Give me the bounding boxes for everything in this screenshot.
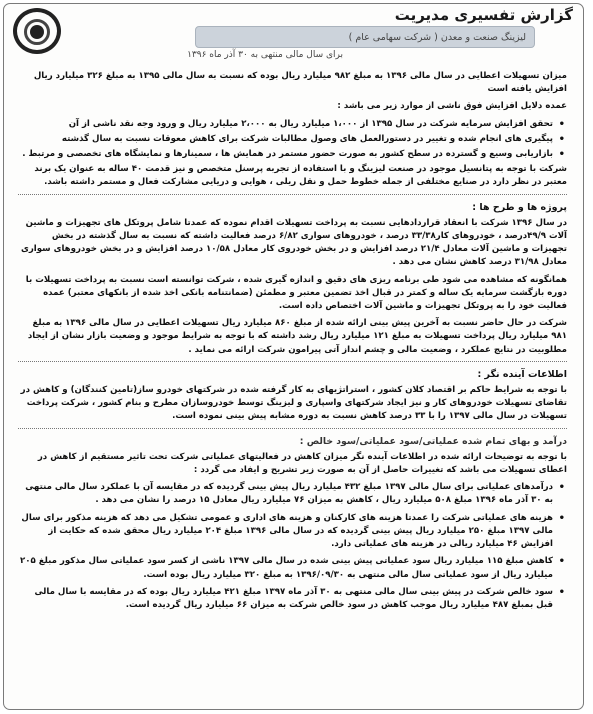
intro-section: [18, 70, 567, 190]
logo-core: [30, 25, 44, 39]
future-heading: اطلاعات آینده نگر :: [477, 368, 567, 380]
report-body: [18, 70, 567, 616]
income-bullet-3: • کاهش مبلغ ۱۱۵ میلیارد ریال سود عملیاتی پیش بینی شده در سال مالی ۱۳۹۷ ناشی از کسر سود عملیاتی سال مذکور مبلغ ۲۰۵ میلیارد ریال از سود عملیاتی سال مالی منتهی به ۱۳۹۶/۰۹/۳۰ به مبلغ ۳۲۰ میلیارد ریال بوده است.: [18, 555, 553, 581]
income-bullet-4: • سود خالص شرکت در پیش بینی سال مالی منتهی به ۳۰ آذر ماه ۱۳۹۷ مبلغ ۴۲۱ میلیارد ریال بوده که در مقایسه با سال مالی قبل بمبلغ ۴۸۷ میلیارد ریال موجب کاهش در سود خالص شرکت به میزان ۶۶ میلیارد ریال گردیده است.: [18, 586, 553, 612]
income-bullet-list: [18, 481, 567, 612]
intro-bullet-list: [18, 118, 567, 162]
income-heading: درآمد و بهای تمام شده عملیاتی/سود عملیاتی/سود خالص :: [299, 435, 567, 447]
projects-paragraph-1: در سال ۱۳۹۶ شرکت با انعقاد قراردادهایی نسبت به پرداخت تسهیلات اقدام نموده که عمدتا شامل پروتکل های تجهیزات و ماشین آلات ۴۹/۹درصد ، خودروهای کار۳۳/۳۸ درصد ، خودروهای سواری ۶/۸۲ درصد فعالیت داشته که نسبت به سال گذشته در بخش تجهیزات و ماشین آلات معادل ۲۱/۴ درصد افزایش و در بخش خودروی کار معادل ۱۰/۵۸ درصد افزایش و در بخش خودروهای سواری معادل ۳۱/۹۸ درصد کاهش نشان می دهد .: [20, 217, 567, 268]
intro-paragraph-1: میزان تسهیلات اعطایی در سال مالی ۱۳۹۶ به مبلغ ۹۸۲ میلیارد ریال بوده که نسبت به سال مالی ۱۳۹۵ به مبلغ ۳۲۶ میلیارد ریال افزایش یافته است: [33, 71, 567, 95]
report-header: [4, 4, 583, 66]
projects-paragraph-2: همانگونه که مشاهده می شود طی برنامه ریزی های دقیق و اندازه گیری شده ، شرکت توانسته است نسبت به پرداخت تسهیلات با دوره بازگشت سرمایه یک ساله و کمتر در قبال اخذ تضمین معتبر و مطمئن (ضمانتنامه بانکی اخذ شده از بانکهای معتبر) عمده فعالیت خود را به پروتکل تجهیزات و ماشین آلات اختصاص داده است.: [25, 274, 567, 312]
company-logo: [13, 8, 61, 54]
company-name: لیزینگ صنعت و معدن ( شرکت سهامی عام ): [195, 26, 535, 48]
projects-section: [18, 201, 567, 357]
report-title: گزارش تفسیری مدیریت: [394, 6, 573, 24]
report-period: برای سال مالی منتهی به ۳۰ آذر ماه ۱۳۹۶: [187, 50, 343, 60]
section-divider: [18, 361, 567, 362]
income-paragraph: با توجه به توضیحات ارائه شده در اطلاعات آینده نگر میزان کاهش در فعالیتهای عملیاتی شرکت تحت تاثیر مستقیم از کاهش در اعطای تسهیلات می باشد که تغییرات حاصل از آن به صورت زیر تشریح و ایفاد می گردد :: [37, 451, 567, 476]
income-bullet-1: • درآمدهای عملیاتی برای سال مالی ۱۳۹۷ مبلغ ۴۳۲ میلیارد ریال پیش بینی گردیده که در مقایسه آن با عملکرد سال مالی منتهی به ۳۰ آذر ماه ۱۳۹۶ مبلغ ۵۰۸ میلیارد ریال ، کاهش به میزان ۷۶ میلیارد ریال معادل ۱۵ درصد را نشان می دهد .: [18, 481, 553, 507]
section-divider: [18, 194, 567, 195]
future-section: [18, 368, 567, 424]
report-page: [3, 3, 584, 710]
projects-heading: پروژه ها و طرح ها :: [472, 201, 567, 213]
income-section: [18, 435, 567, 612]
future-paragraph: با توجه به شرایط حاکم بر اقتصاد کلان کشور ، استراتژیهای به کار گرفته شده در شرکتهای خودرو ساز(تامین کنندگان) و کاهش در تقاضای تسهیلات خودروهای کار و نیز ایجاد شرکتهای واسپاری و لیزینگ توسط خودروسازان مطرح و بنام کشور ، شرکت پرداخت تسهیلات در سال مالی ۱۳۹۷ را با ۳۳ درصد کاهش نسبت به دوره مشابه پیش بینی نموده است.: [20, 385, 567, 422]
intro-bullet-2: • پیگیری های انجام شده و تغییر در دستورالعمل های وصول مطالبات شرکت برای کاهش معوقات نسبت به سال گذشته: [18, 133, 553, 146]
section-divider: [18, 428, 567, 429]
projects-paragraph-3: شرکت در حال حاضر نسبت به آخرین پیش بینی ارائه شده از مبلغ ۸۶۰ میلیارد ریال تسهیلات اعطایی در سال مالی ۱۳۹۶ به مبلغ ۹۸۱ میلیارد ریال پرداخت تسهیلات به مبلغ ۱۲۱ میلیارد ریال رشد داشته که با توجه به شرایط موجود و وضعیت بازار نشان از ایجاد مطلوبیت در نتایج عملکرد ، وضعیت مالی و چشم انداز آتی پیرامون شرکت ارائه می نماید .: [27, 318, 567, 355]
intro-bullet-1: • تحقق افزایش سرمایه شرکت در سال ۱۳۹۵ از ۱،۰۰۰ میلیارد ریال به ۲،۰۰۰ میلیارد ریال و ورود وجه نقد ناشی از آن: [18, 118, 553, 131]
intro-paragraph-2: عمده دلایل افزایش فوق ناشی از موارد زیر می باشد :: [337, 101, 567, 112]
income-bullet-2: • هزینه های عملیاتی شرکت را عمدتا هزینه های کارکنان و هزینه های اداری و عمومی تشکیل می دهد که هزینه مذکور برای سال مالی ۱۳۹۷ مبلغ ۲۵۰ میلیارد ریال پیش بینی گردیده که در سال مالی ۱۳۹۶ مبلغ ۲۰۴ میلیارد ریال محقق شده که حکایت از افزایش ۴۶ میلیارد ریالی در هزینه های عملیاتی دارد.: [18, 512, 553, 552]
intro-bullet-3: • بازاریابی وسیع و گسترده در سطح کشور به صورت حضور مستمر در همایش ها ، سمینارها و نمایشگاه های تخصصی و مرتبط .: [18, 148, 553, 161]
intro-paragraph-3: شرکت با توجه به پتانسیل موجود در صنعت لیزینگ و با استفاده از تجربه پرسنل متخصص و نیز قدمت ۴۰ ساله به عنوان یک برند معتبر در نظر دارد در صنایع مختلفی از جمله خطوط حمل و نقل ریلی ، هوایی و دریایی مشارکت فعال و مستمر داشته باشد.: [34, 164, 567, 188]
